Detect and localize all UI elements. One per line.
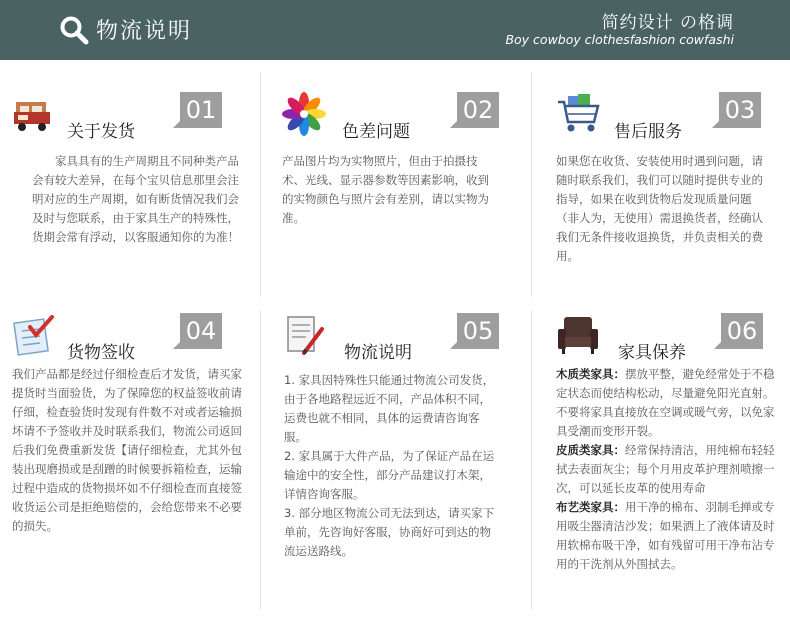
card-paragraph: 2. 家具属于大件产品，为了保证产品在运输途中的安全性，部分产品建议打木架，详情咨询客服。 xyxy=(284,449,495,501)
card-title: 售后服务 xyxy=(614,122,682,142)
card-title: 货物签收 xyxy=(67,343,135,363)
card-body xyxy=(556,365,782,574)
card-maintenance xyxy=(556,313,790,603)
care-section-fabric xyxy=(556,498,782,574)
brand-tagline: Boy cowboy clothesfashion cowfashi xyxy=(505,32,734,47)
card-number: 05 xyxy=(457,313,499,349)
document-pen-icon xyxy=(282,313,326,357)
card-body xyxy=(556,152,774,266)
shopping-cart-icon xyxy=(556,92,600,136)
card-body xyxy=(32,152,245,247)
card-paragraph: 1. 家具因特殊性只能通过物流公司发货，由于各地路程远近不同，产品体积不同，运费也就不相同，具体的运费请咨询客服。 xyxy=(284,373,495,444)
card-body xyxy=(284,371,500,561)
care-section-leather xyxy=(556,441,782,498)
header-title: 物流说明 xyxy=(96,19,193,44)
color-palette-icon xyxy=(282,92,326,136)
checklist-icon xyxy=(12,313,56,357)
header-bar xyxy=(0,0,790,60)
truck-icon xyxy=(12,92,56,136)
search-icon xyxy=(58,14,90,46)
divider xyxy=(531,310,532,610)
card-title: 物流说明 xyxy=(344,343,412,363)
card-body xyxy=(12,365,244,536)
card-paragraph: 家具具有的生产周期且不同种类产品会有较大差异，在每个宝贝信息那里会注明对应的生产周期，如有断货情况我们会及时与您联系，由于家具生产的特殊性，货期会常有浮动，以客服通知你的为准！ xyxy=(32,154,239,244)
brand-slogan: 简约设计 の格调 xyxy=(601,13,734,33)
divider xyxy=(260,72,261,297)
card-title: 关于发货 xyxy=(67,122,135,142)
care-section-wood xyxy=(556,365,782,441)
card-title: 家具保养 xyxy=(618,343,686,363)
card-number: 04 xyxy=(180,313,222,349)
card-paragraph: 产品图片均为实物照片，但由于拍摄技术、光线、显示器参数等因素影响，收到的实物颜色与照片会有差别，请以实物为准。 xyxy=(282,154,489,225)
card-title: 色差问题 xyxy=(342,122,410,142)
care-label: 皮质类家具： xyxy=(556,443,625,457)
care-text: 经常保持清洁，用纯棉布轻轻拭去表面灰尘；每个月用皮革护理剂喷擦一次，可以延长皮革的使用寿命 xyxy=(556,443,775,495)
card-receipt xyxy=(12,313,252,603)
care-label: 木质类家具： xyxy=(556,367,625,381)
card-paragraph: 我们产品都是经过仔细检查后才发货，请买家提货时当面验货，为了保障您的权益签收前请仔细，检查验货时发现有件数不对或者运输损坏请不予签收并及时联系我们，物流公司返回后我们免费重新发货【请仔细检查，尤其外包装出现磨损或是刮蹭的时候要拆箱检查，运输过程中造成的货物损坏如不仔细检查而直接签收货运公司是拒绝赔偿的，会给您带来不必要的损失。 xyxy=(12,367,242,533)
card-shipping xyxy=(12,92,252,292)
card-number: 06 xyxy=(721,313,763,349)
care-label: 布艺类家具： xyxy=(556,500,625,514)
card-number: 03 xyxy=(719,92,761,128)
card-paragraph: 如果您在收货、安装使用时遇到问题，请随时联系我们，我们可以随时提供专业的指导，如果在收到货物后发现质量问题（非人为，无使用）需退换货者，经确认我们无条件接收退换货，并负责相关的费用。 xyxy=(556,154,763,263)
care-text: 用干净的棉布、羽制毛掸或专用吸尘器清洁沙发；如果洒上了液体请及时用软棉布吸干净，如有残留可用干净布沾专用的干洗剂从外围拭去。 xyxy=(556,500,775,571)
armchair-icon xyxy=(556,313,600,357)
care-text: 摆放平整，避免经常处于不稳定状态而使结构松动，尽量避免阳光直射。不要将家具直接放在空调或暖气旁，以免家具受潮而变形开裂。 xyxy=(556,367,775,438)
card-color-difference xyxy=(282,92,522,292)
card-number: 01 xyxy=(180,92,222,128)
divider xyxy=(531,72,532,297)
divider xyxy=(260,310,261,610)
card-after-sales xyxy=(556,92,790,292)
card-body xyxy=(282,152,500,228)
card-paragraph: 3. 部分地区物流公司无法到达，请买家下单前，先咨询好客服，协商好可到达的物流运送路线。 xyxy=(284,506,495,558)
card-logistics xyxy=(282,313,522,603)
card-number: 02 xyxy=(457,92,499,128)
